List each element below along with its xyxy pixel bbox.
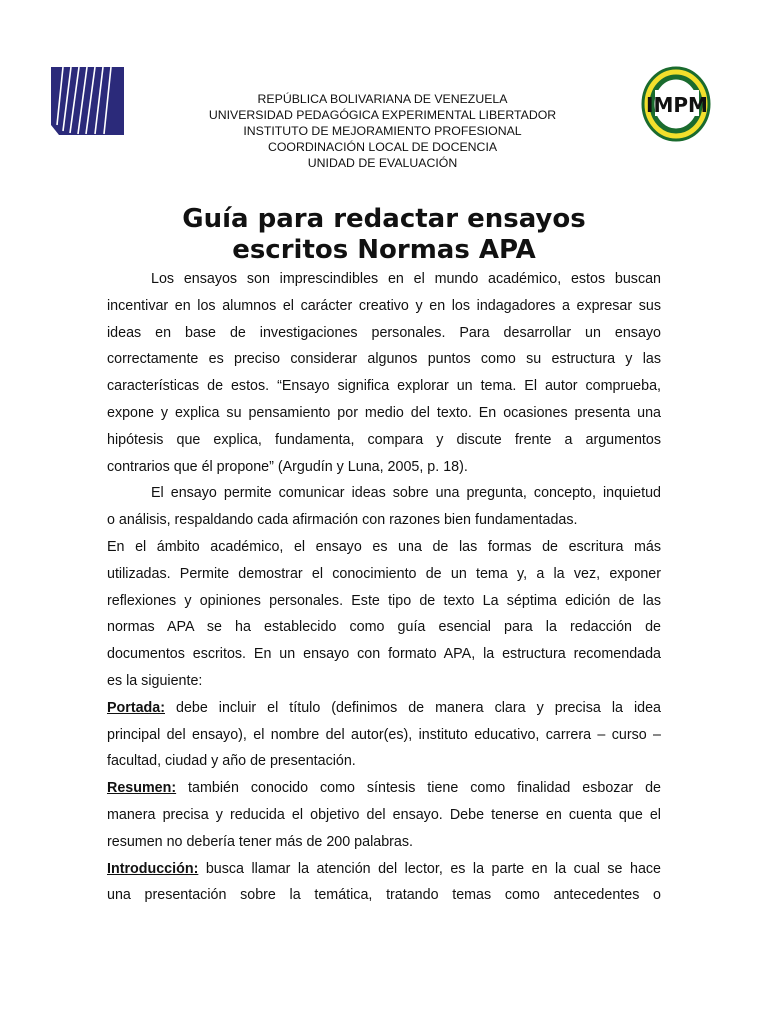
header-line: REPÚBLICA BOLIVARIANA DE VENEZUELA xyxy=(257,92,508,106)
introduccion-text: busca llamar la atención del lector, es la parte en la cual se hace xyxy=(198,860,661,877)
text-line: es la siguiente: xyxy=(107,672,203,689)
section-resumen xyxy=(107,775,661,855)
text-line: hipótesis que explica, fundamenta, compara y discute frente a argumentos xyxy=(107,431,661,448)
paragraph-intro xyxy=(107,266,661,480)
section-introduccion xyxy=(107,856,661,910)
section-portada xyxy=(107,695,661,775)
text-line: normas APA se ha establecido como guía esencial para la redacción de xyxy=(107,619,661,636)
text-line: principal del ensayo), el nombre del autor(es), instituto educativo, carrera – curso – xyxy=(107,726,661,743)
impm-seal-logo xyxy=(641,66,711,142)
upel-logo xyxy=(51,67,124,135)
paragraph-academico xyxy=(107,534,661,695)
text-line: facultad, ciudad y año de presentación. xyxy=(107,753,356,770)
title-line: escritos Normas APA xyxy=(232,235,536,265)
text-line xyxy=(107,856,661,883)
resumen-text: también conocido como síntesis tiene como finalidad esbozar de xyxy=(176,780,661,797)
text-line: o análisis, respaldando cada afirmación con razones bien fundamentadas. xyxy=(107,512,578,529)
header-line: UNIVERSIDAD PEDAGÓGICA EXPERIMENTAL LIBERTADOR xyxy=(208,108,557,122)
text-line: manera precisa y reducida el objetivo del ensayo. Debe tenerse en cuenta que el xyxy=(107,806,661,823)
text-line xyxy=(107,695,661,722)
document-title xyxy=(120,204,648,266)
text-line: ideas en base de investigaciones personales. Para desarrollar un ensayo xyxy=(107,324,661,341)
header-line: COORDINACIÓN LOCAL DE DOCENCIA xyxy=(267,140,498,154)
header-line: INSTITUTO DE MEJORAMIENTO PROFESIONAL xyxy=(243,124,522,138)
text-line: resumen no debería tener más de 200 palabras. xyxy=(107,833,413,850)
text-line: documentos escritos. En un ensayo con formato APA, la estructura recomendada xyxy=(107,646,661,663)
resumen-term: Resumen: xyxy=(107,780,177,797)
portada-term: Portada: xyxy=(107,699,165,716)
text-line: reflexiones y opiniones personales. Este tipo de texto La séptima edición de las xyxy=(107,592,661,609)
impm-logo-text: IMPM xyxy=(646,93,708,117)
text-line: características de estos. “Ensayo significa explorar un tema. El autor comprueba, xyxy=(107,378,661,395)
text-line: contrarios que él propone” (Argudín y Luna, 2005, p. 18). xyxy=(107,458,468,475)
text-line: incentivar en los alumnos el carácter creativo y en los indagadores a expresar sus xyxy=(107,297,661,314)
text-line xyxy=(107,775,661,802)
title-line: Guía para redactar ensayos xyxy=(182,204,586,234)
document-body xyxy=(107,266,661,909)
institution-header xyxy=(150,91,615,171)
text-line: utilizadas. Permite demostrar el conocimiento de un tema y, a la vez, exponer xyxy=(107,565,661,582)
introduccion-term: Introducción: xyxy=(107,860,199,877)
text-line: una presentación sobre la temática, tratando temas como antecedentes o xyxy=(107,887,661,904)
text-line: expone y explica su pensamiento por medio del texto. En ocasiones presenta una xyxy=(107,404,661,421)
text-line: Los ensayos son imprescindibles en el mundo académico, estos buscan xyxy=(151,271,661,287)
text-line: correctamente es preciso considerar algunos puntos como su estructura y las xyxy=(107,351,661,368)
portada-text: debe incluir el título (definimos de manera clara y precisa la idea xyxy=(165,699,661,716)
paragraph-ensayo xyxy=(107,480,661,534)
text-line: El ensayo permite comunicar ideas sobre una pregunta, concepto, inquietud xyxy=(151,485,661,502)
header-line: UNIDAD DE EVALUACIÓN xyxy=(307,156,458,170)
text-line: En el ámbito académico, el ensayo es una de las formas de escritura más xyxy=(107,538,661,555)
